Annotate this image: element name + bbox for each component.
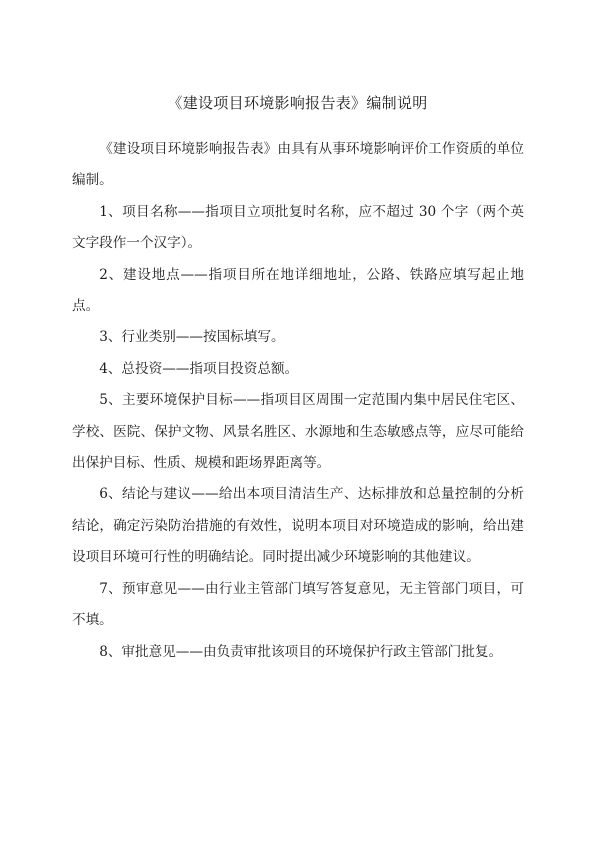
- intro-paragraph: 《建设项目环境影响报告表》由具有从事环境影响评价工作资质的单位编制。: [72, 141, 524, 189]
- item-conclusion-suggestions: 6、结论与建议——给出本项目清洁生产、达标排放和总量控制的分析结论，确定污染防治措施的有效性，说明本项目对环境造成的影响，给出建设项目环境可行性的明确结论。同时提出减少环境影响的其他建议。: [72, 486, 524, 566]
- item-industry-category: 3、行业类别——按国标填写。: [99, 329, 285, 346]
- item-total-investment: 4、总投资——指项目投资总额。: [99, 360, 299, 377]
- document-title: 《建设项目环境影响报告表》编制说明: [167, 94, 428, 112]
- document-body: [72, 134, 524, 668]
- item-construction-site: 2、建设地点——指项目所在地详细地址，公路、铁路应填写起止地点。: [72, 266, 524, 315]
- item-pre-review-opinion: 7、预审意见——由行业主管部门填写答复意见，无主管部门项目，可不填。: [72, 580, 524, 629]
- item-project-name: 1、项目名称——指项目立项批复时名称，应不超过 30 个字（两个英文字段作一个汉字）。: [72, 203, 524, 252]
- item-protection-targets: 5、主要环境保护目标——指项目区周围一定范围内集中居民住宅区、学校、医院、保护文物、风景名胜区、水源地和生态敏感点等，应尽可能给出保护目标、性质、规模和距场界距离等。: [72, 392, 524, 472]
- item-approval-opinion: 8、审批意见——由负责审批该项目的环境保护行政主管部门批复。: [99, 643, 503, 660]
